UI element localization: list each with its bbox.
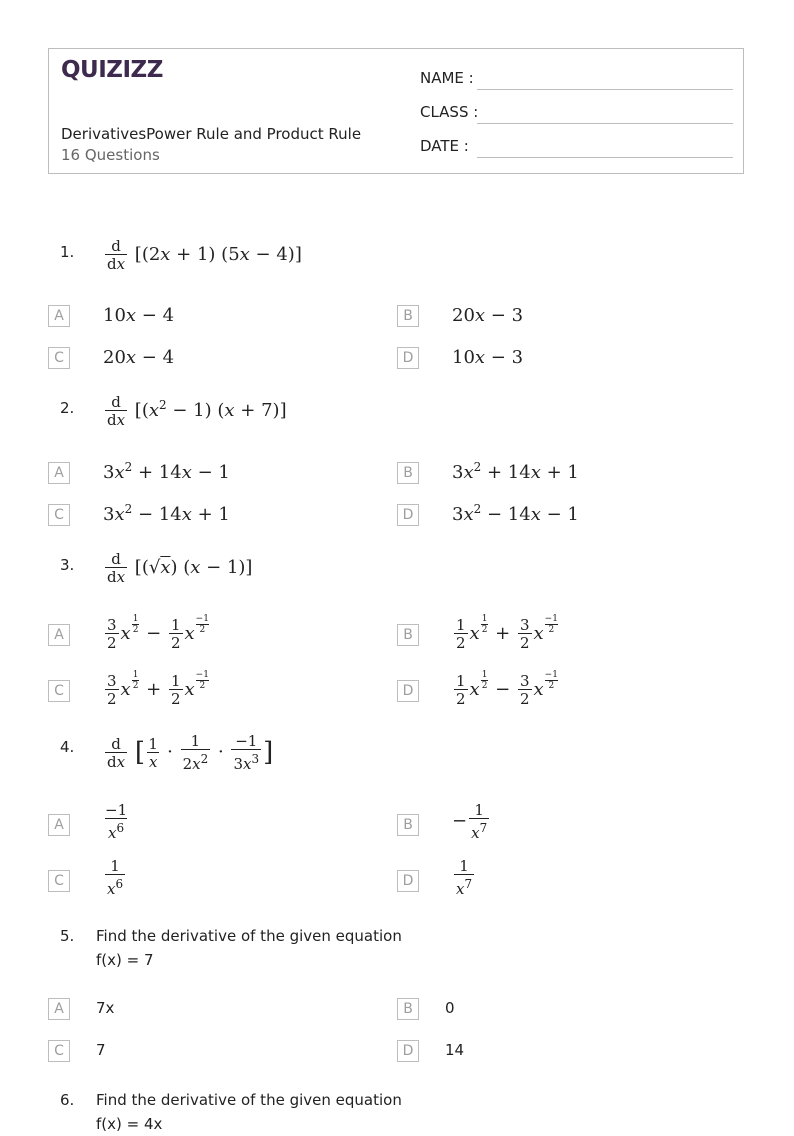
question-count: 16 Questions	[61, 146, 160, 164]
option-a[interactable]: 10x − 4	[103, 305, 175, 326]
question-line: Find the derivative of the given equation	[96, 927, 402, 945]
option-a[interactable]: 7x	[96, 999, 115, 1017]
option-b[interactable]: $\frac{1}{2}$ x $\frac{1}{2}$ + $\frac{3}{2}$ x $\frac{-1}{2}$	[456, 614, 558, 652]
question-number: 4.	[60, 738, 75, 756]
date-label: DATE :	[420, 137, 469, 155]
option-c[interactable]: 7	[96, 1041, 106, 1059]
option-letter-a[interactable]: A	[48, 624, 70, 646]
option-letter-d[interactable]: D	[397, 1040, 419, 1062]
question-line: f(x) = 4x	[96, 1115, 163, 1133]
option-b[interactable]: 20x − 3	[452, 305, 524, 326]
option-c[interactable]: 20x − 4	[103, 347, 175, 368]
option-a[interactable]: $3x^2 + 14x - 1$	[103, 460, 230, 483]
worksheet-header	[48, 48, 744, 174]
name-label: NAME :	[420, 69, 474, 87]
question-expression: $\frac{d}{dx}$ [ $\frac{1}{x}$ · $\frac{1}{2x^2}$ · $\frac{-1}{3x^3}$ ]	[107, 732, 274, 773]
name-line[interactable]	[477, 89, 733, 90]
option-letter-a[interactable]: A	[48, 814, 70, 836]
option-letter-b[interactable]: B	[397, 305, 419, 327]
option-d[interactable]: $\frac{1}{2}$ x $\frac{1}{2}$ − $\frac{3}{2}$ x $\frac{-1}{2}$	[456, 670, 558, 708]
question-number: 1.	[60, 243, 75, 261]
question-number: 6.	[60, 1091, 75, 1109]
option-letter-d[interactable]: D	[397, 870, 419, 892]
option-letter-a[interactable]: A	[48, 462, 70, 484]
option-letter-c[interactable]: C	[48, 1040, 70, 1062]
question-expression: $\frac{d}{dx}$ $[(x^2 - 1) (x + 7)]$	[107, 393, 287, 429]
option-a[interactable]: $\frac{3}{2}$ x $\frac{1}{2}$ − $\frac{1}{2}$ x $\frac{-1}{2}$	[107, 614, 209, 652]
question-line: Find the derivative of the given equation	[96, 1091, 402, 1109]
question-text	[96, 1088, 402, 1136]
option-d[interactable]: $\frac{1}{x^7}$	[456, 857, 473, 898]
option-letter-b[interactable]: B	[397, 998, 419, 1020]
question-number: 2.	[60, 399, 75, 417]
class-line[interactable]	[477, 123, 733, 124]
option-c[interactable]: $\frac{3}{2}$ x $\frac{1}{2}$ + $\frac{1}{2}$ x $\frac{-1}{2}$	[107, 670, 209, 708]
option-letter-b[interactable]: B	[397, 814, 419, 836]
question-number: 5.	[60, 927, 75, 945]
worksheet-title: DerivativesPower Rule and Product Rule	[61, 125, 362, 143]
option-b[interactable]: $3x^2 + 14x + 1$	[452, 460, 579, 483]
option-b[interactable]: 0	[445, 999, 455, 1017]
quizizz-logo: QUIZIZZ	[61, 57, 163, 83]
option-letter-b[interactable]: B	[397, 624, 419, 646]
class-label: CLASS :	[420, 103, 479, 121]
option-c[interactable]: $\frac{1}{x^6}$	[107, 857, 124, 898]
option-letter-c[interactable]: C	[48, 504, 70, 526]
question-expression: $\frac{d}{dx}$ [(2x + 1) (5x − 4)]	[107, 237, 302, 273]
option-letter-d[interactable]: D	[397, 680, 419, 702]
question-text	[96, 924, 402, 972]
option-letter-b[interactable]: B	[397, 462, 419, 484]
date-line[interactable]	[477, 157, 733, 158]
option-letter-c[interactable]: C	[48, 680, 70, 702]
option-c[interactable]: $3x^2 - 14x + 1$	[103, 502, 230, 525]
option-letter-c[interactable]: C	[48, 347, 70, 369]
option-letter-a[interactable]: A	[48, 998, 70, 1020]
option-a[interactable]: $\frac{-1}{x^6}$	[105, 801, 128, 842]
option-d[interactable]: 14	[445, 1041, 465, 1059]
question-line: f(x) = 7	[96, 951, 154, 969]
option-letter-d[interactable]: D	[397, 347, 419, 369]
option-letter-d[interactable]: D	[397, 504, 419, 526]
option-d[interactable]: $3x^2 - 14x - 1$	[452, 502, 579, 525]
option-letter-a[interactable]: A	[48, 305, 70, 327]
option-letter-c[interactable]: C	[48, 870, 70, 892]
option-d[interactable]: 10x − 3	[452, 347, 524, 368]
question-expression: $\frac{d}{dx}$ [(√x) (x − 1)]	[107, 550, 253, 586]
option-b[interactable]: − $\frac{1}{x^7}$	[452, 801, 488, 842]
question-number: 3.	[60, 556, 75, 574]
